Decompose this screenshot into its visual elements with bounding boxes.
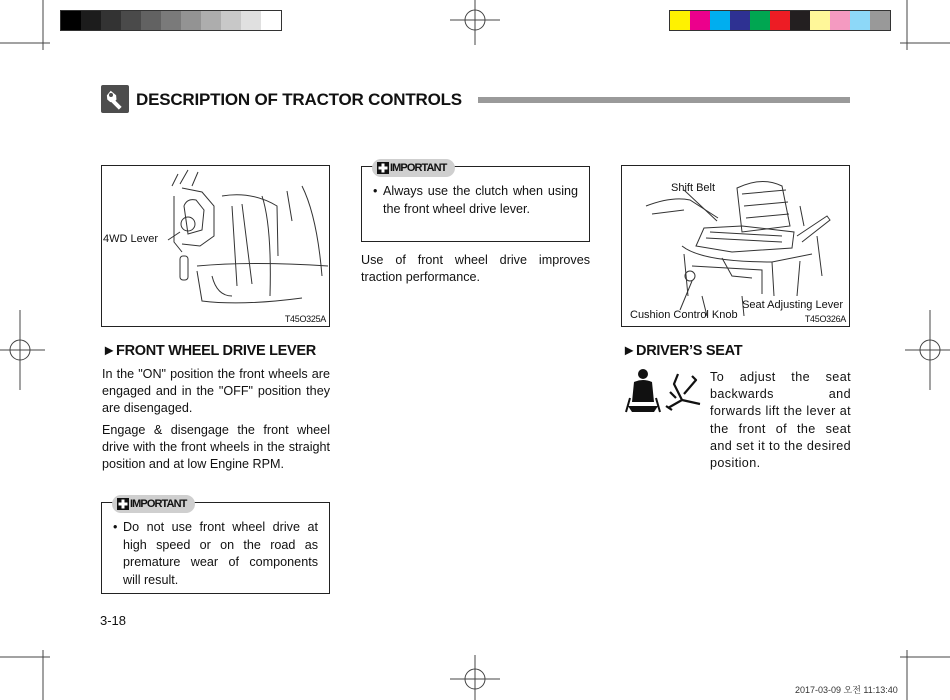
figure-code: T45O326A (804, 314, 846, 324)
color-swatch (870, 11, 890, 30)
color-swatch (710, 11, 730, 30)
4wd-lever-label: 4WD Lever (103, 233, 159, 245)
important-tag (112, 495, 195, 513)
fwd-traction-note: Use of front wheel drive improves traction performance. (361, 253, 590, 285)
gray-swatch (141, 11, 161, 30)
figure-code: T45O325A (284, 314, 326, 324)
seat-adjusting-lever-label: Seat Adjusting Lever (742, 299, 843, 311)
important-tag-label: IMPORTANT (130, 498, 187, 510)
gray-swatch (101, 11, 121, 30)
color-swatch (830, 11, 850, 30)
color-swatch (690, 11, 710, 30)
wrench-icon (101, 85, 129, 113)
color-swatch (810, 11, 830, 30)
grayscale-bar (60, 10, 282, 31)
important-tag-label: IMPORTANT (390, 162, 447, 174)
section-title-drivers-seat: ►DRIVER’S SEAT (622, 343, 743, 359)
color-swatch (850, 11, 870, 30)
header-rule (478, 97, 850, 103)
fwd-lever-description (102, 366, 330, 477)
important-notice-box (101, 498, 330, 594)
important-tag (372, 159, 455, 177)
print-timestamp: 2017-03-09 오전 11:13:40 (795, 685, 898, 695)
paragraph: In the "ON" position the front wheels are engaged and in the "OFF" position they are disengaged. (102, 367, 330, 416)
shift-belt-label: Shift Belt (671, 182, 716, 194)
section-title-fwd-lever: ►FRONT WHEEL DRIVE LEVER (102, 343, 316, 359)
bullet-dot: • (113, 520, 118, 534)
first-aid-icon (377, 162, 389, 174)
bullet-dot: • (373, 184, 378, 198)
gray-swatch (201, 11, 221, 30)
color-bar (669, 10, 891, 31)
color-swatch (750, 11, 770, 30)
fwd-lever-illustration (102, 166, 329, 326)
paragraph: Engage & disengage the front wheel drive with the front wheels in the straight position and at low Engine RPM. (102, 422, 330, 472)
seat-adjust-icon (664, 370, 704, 412)
first-aid-icon (117, 498, 129, 510)
fwd-lever-figure (101, 165, 330, 327)
page-title: DESCRIPTION OF TRACTOR CONTROLS (136, 90, 462, 109)
color-swatch (730, 11, 750, 30)
drivers-seat-description: To adjust the seat backwards and forwards lift the lever at the front of the seat and set it to the desired position. (710, 370, 851, 471)
gray-swatch (221, 11, 241, 30)
color-swatch (770, 11, 790, 30)
important-text: Always use the clutch when using the front wheel drive lever. (383, 184, 578, 216)
gray-swatch (61, 11, 81, 30)
color-swatch (790, 11, 810, 30)
important-bullet (373, 183, 578, 218)
important-notice-box (361, 162, 590, 242)
gray-swatch (161, 11, 181, 30)
cushion-control-knob-label: Cushion Control Knob (630, 309, 738, 321)
important-bullet (113, 519, 318, 589)
important-text: Do not use front wheel drive at high speed or on the road as premature wear of components will result. (123, 520, 318, 587)
gray-swatch (121, 11, 141, 30)
drivers-seat-figure (621, 165, 850, 327)
gray-swatch (81, 11, 101, 30)
seat-occupant-icon (624, 368, 662, 414)
color-swatch (670, 11, 690, 30)
gray-swatch (261, 11, 281, 30)
gray-swatch (241, 11, 261, 30)
page-number: 3-18 (100, 613, 127, 628)
gray-swatch (181, 11, 201, 30)
